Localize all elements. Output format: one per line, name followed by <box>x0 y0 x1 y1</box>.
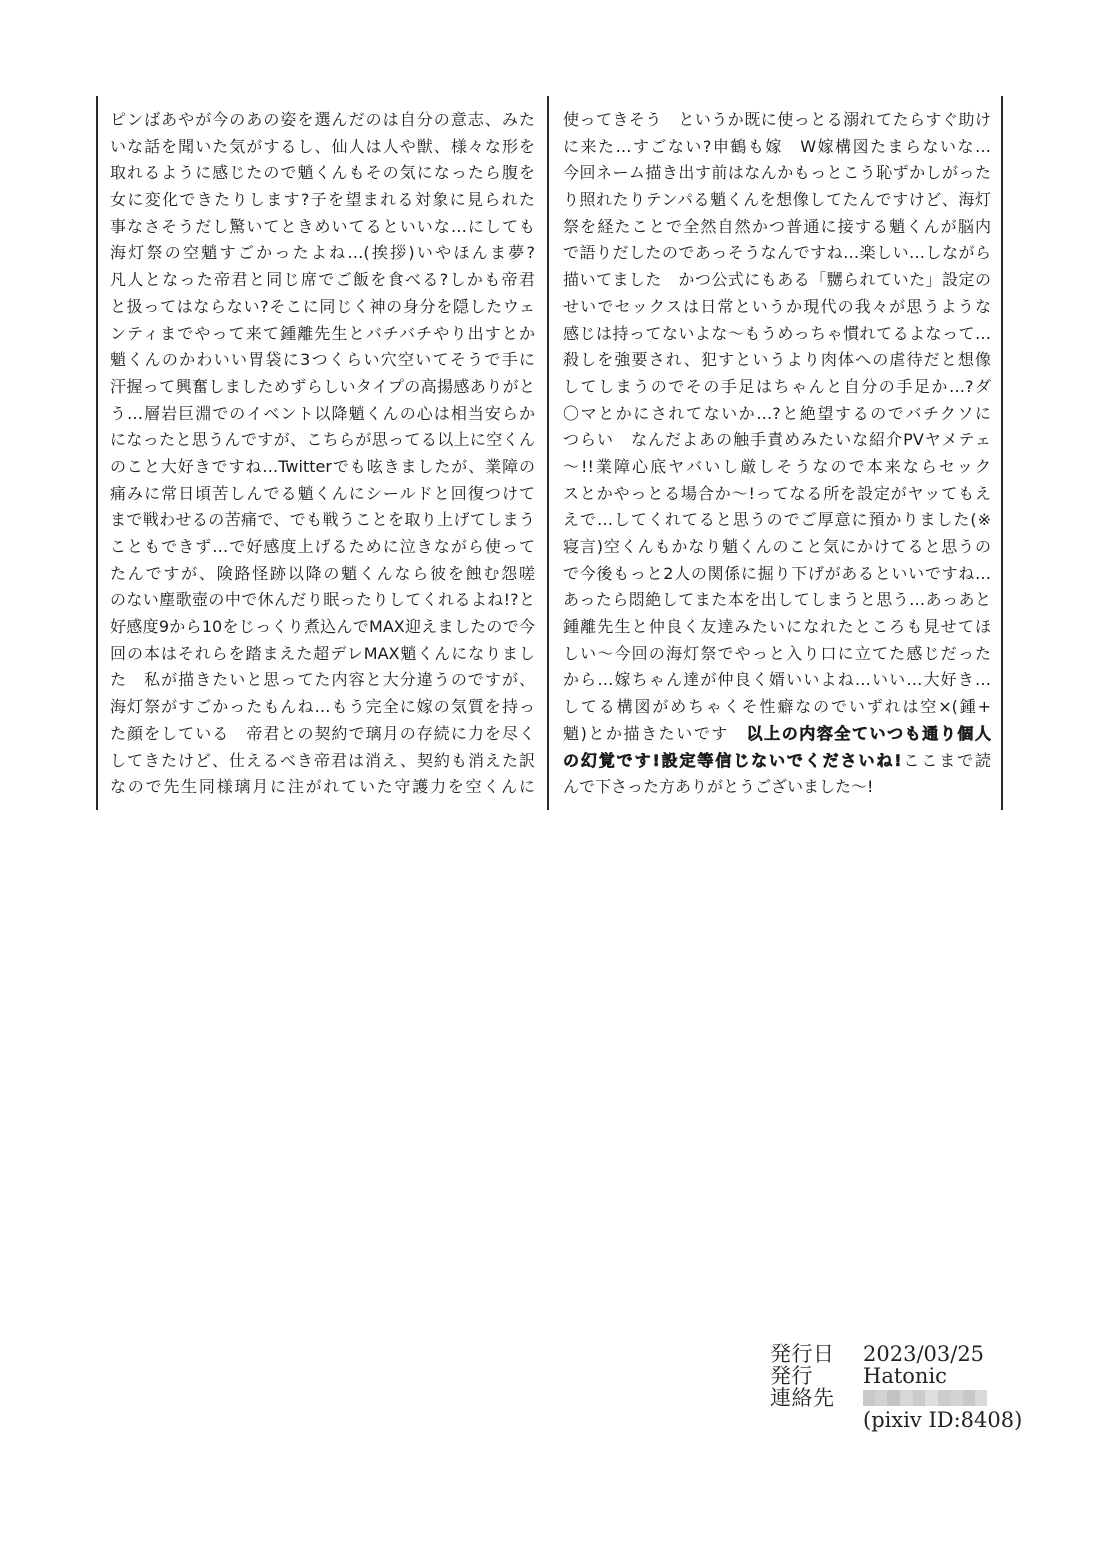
text-segment: してる構図がめちゃくそ性癖なのでいずれは空×(鍾+ <box>563 697 991 717</box>
text-line <box>563 694 991 721</box>
text-line <box>563 294 991 321</box>
text-line <box>563 614 991 641</box>
text-line <box>563 347 991 374</box>
publisher-label: 発行 <box>770 1364 813 1388</box>
text-segment: 鍾離先生と仲良く友達みたいになれたところも見せてほ <box>563 617 991 637</box>
text-segment: で今後もっと2人の関係に掘り下げがあるといいですね… <box>563 563 991 583</box>
text-segment: 祭を経たことで全然自然かつ普通に接する魈くんが脳内 <box>563 216 991 236</box>
column-rule-left <box>96 96 98 810</box>
text-segment: 魈くんのかわいい胃袋に3つくらい穴空いてそうで手に <box>110 350 535 370</box>
text-line <box>110 721 535 748</box>
text-segment: 殺しを強要され、犯すというより肉体への虐待だと想像 <box>563 350 991 370</box>
bold-text-segment: 以上の内容全ていつも通り個人 <box>746 723 991 743</box>
text-line <box>110 107 535 134</box>
text-line <box>563 507 991 534</box>
text-segment: しい〜今回の海灯祭でやっと入り口に立てた感じだった <box>563 643 991 663</box>
text-line <box>563 374 991 401</box>
text-segment: 海灯祭がすごかったもんね…もう完全に嫁の気質を持っ <box>110 697 535 717</box>
text-line <box>563 187 991 214</box>
text-segment: に来た…すごない?申鶴も嫁 W嫁構図たまらないな… <box>563 136 991 156</box>
text-line <box>110 134 535 161</box>
text-segment: で語りだしたのであっそうなんですね…楽しい…しながら <box>563 243 991 263</box>
text-line <box>563 667 991 694</box>
text-line <box>563 107 991 134</box>
text-segment: いな話を聞いた気がするし、仙人は人や獣、様々な形を <box>110 136 535 156</box>
text-line <box>563 748 991 775</box>
text-line <box>110 641 535 668</box>
text-segment: 好感度9から10をじっくり煮込んでMAX迎えましたので今 <box>110 617 535 637</box>
text-segment: のない塵歌壺の中で休んだり眠ったりしてくれるよね!?と <box>110 590 535 610</box>
text-segment: 感じは持ってないよな〜もうめっちゃ慣れてるよなって… <box>563 323 991 343</box>
text-segment: つらい なんだよあの触手責めみたいな紹介PVヤメテェ <box>563 430 991 450</box>
text-line <box>110 267 535 294</box>
text-line <box>110 294 535 321</box>
text-line <box>563 267 991 294</box>
text-line <box>563 401 991 428</box>
text-segment: 痛みに常日頃苦しんでる魈くんにシールドと回復つけて <box>110 483 535 503</box>
text-line <box>110 614 535 641</box>
text-line <box>110 667 535 694</box>
text-segment: のこと大好きですね…Twitterでも呟きましたが、業障の <box>110 456 535 476</box>
text-segment: 〇マとかにされてないか…?と絶望するのでバチクソに <box>563 403 991 423</box>
column-rule-right <box>1001 96 1003 810</box>
text-segment: 描いてました かつ公式にもある「嬲られていた」設定の <box>563 270 991 290</box>
text-segment: なので先生同様璃月に注がれていた守護力を空くんに <box>110 777 535 797</box>
text-segment: ピンばあやが今のあの姿を選んだのは自分の意志、みた <box>110 110 535 129</box>
text-segment: り照れたりテンパる魈くんを想像してたんですけど、海灯 <box>563 190 991 210</box>
text-line <box>110 347 535 374</box>
text-segment: 海灯祭の空魈すごかったよね…(挨拶)いやほんま夢? <box>110 243 535 263</box>
text-line <box>110 561 535 588</box>
text-segment: まで戦わせるの苦痛で、でも戦うことを取り上げてしまう <box>110 510 535 530</box>
text-segment: ここまで読 <box>901 750 991 770</box>
contact-redacted-mosaic <box>863 1390 987 1406</box>
colophon <box>770 1343 1022 1431</box>
text-segment: 回の本はそれらを踏まえた超デレMAX魈くんになりまし <box>110 643 535 663</box>
text-segment: えで…してくれてると思うのでご厚意に預かりました(※ <box>563 510 991 530</box>
text-line <box>563 160 991 187</box>
text-line <box>110 214 535 241</box>
text-line <box>563 454 991 481</box>
text-line <box>110 534 535 561</box>
text-line <box>563 641 991 668</box>
text-line <box>563 134 991 161</box>
text-segment: 今回ネーム描き出す前はなんかもっとこう恥ずかしがった <box>563 163 991 183</box>
contact-value <box>863 1387 987 1410</box>
text-segment: と扱ってはならない?そこに同じく神の身分を隠したウェ <box>110 296 535 316</box>
text-line <box>110 321 535 348</box>
text-segment: 女に変化できたりします?子を望まれる対象に見られた <box>110 190 535 210</box>
text-segment: 取れるように感じたので魈くんもその気になったら腹を <box>110 163 535 183</box>
bold-text-segment: の幻覚です!設定等信じないでくださいね! <box>563 750 902 770</box>
text-line <box>563 321 991 348</box>
column-rule-middle <box>547 96 549 810</box>
colophon-row-contact <box>770 1387 1022 1409</box>
publish-date-label: 発行日 <box>770 1342 835 1366</box>
text-line <box>563 534 991 561</box>
text-line <box>110 774 535 801</box>
text-segment: 事なさそうだし驚いてときめいてるといいな…にしても <box>110 216 535 236</box>
text-line <box>563 587 991 614</box>
text-line <box>110 587 535 614</box>
text-line <box>110 748 535 775</box>
text-segment: んで下さった方ありがとうございました〜! <box>563 777 874 797</box>
text-line <box>110 454 535 481</box>
text-line <box>110 507 535 534</box>
text-line <box>110 401 535 428</box>
text-segment: 寝言)空くんもかなり魈くんのこと気にかけてると思うの <box>563 537 991 556</box>
text-segment: になったと思うんですが、こちらが思ってる以上に空くん <box>110 430 535 450</box>
text-segment: あったら悶絶してまた本を出してしまうと思う…あっあと <box>563 590 991 610</box>
text-segment: ンティまでやって来て鍾離先生とバチバチやり出すとか <box>110 323 535 343</box>
contact-label: 連絡先 <box>770 1386 835 1410</box>
text-line <box>563 214 991 241</box>
text-line <box>110 374 535 401</box>
text-segment: してきたけど、仕えるべき帝君は消え、契約も消えた訳 <box>110 750 535 770</box>
text-line <box>110 427 535 454</box>
text-segment: 汗握って興奮しましためずらしいタイプの高揚感ありがと <box>110 376 535 396</box>
publisher-value: Hatonic <box>863 1364 947 1388</box>
text-segment: してしまうのでその手足はちゃんと自分の手足か…?ダ <box>563 376 991 396</box>
text-segment: から…嫁ちゃん達が仲良く婿いいよね…いい…大好き… <box>563 670 991 690</box>
publish-date-value: 2023/03/25 <box>863 1342 985 1366</box>
pixiv-id-value: (pixiv ID:8408) <box>863 1408 1023 1432</box>
text-line <box>563 774 991 801</box>
text-line <box>110 187 535 214</box>
text-segment: 使ってきそう というか既に使っとる溺れてたらすぐ助け <box>563 110 991 129</box>
text-line <box>110 240 535 267</box>
text-segment: た 私が描きたいと思ってた内容と大分違うのですが、 <box>110 670 535 690</box>
text-segment: た顔をしている 帝君との契約で璃月の存続に力を尽く <box>110 723 535 743</box>
text-segment: う…層岩巨淵でのイベント以降魈くんの心は相当安らか <box>110 403 535 423</box>
text-segment: たんですが、険路怪跡以降の魈くんなら彼を蝕む怨嗟 <box>110 563 535 583</box>
text-segment: 〜!!業障心底ヤバいし厳しそうなので本来ならセック <box>563 456 991 476</box>
text-line <box>563 240 991 267</box>
text-line <box>110 481 535 508</box>
text-line <box>110 694 535 721</box>
text-line <box>563 721 991 748</box>
afterword-text-column-right <box>563 107 991 801</box>
text-segment: 魈)とか描きたいです <box>563 723 747 743</box>
text-segment: 凡人となった帝君と同じ席でご飯を食べる?しかも帝君 <box>110 270 535 290</box>
colophon-row-publisher <box>770 1365 1022 1387</box>
text-line <box>563 561 991 588</box>
text-line <box>110 160 535 187</box>
text-segment: スとかやっとる場合か〜!ってなる所を設定がヤッてもえ <box>563 483 991 503</box>
colophon-row-publish-date <box>770 1343 1022 1365</box>
text-segment: こともできず…で好感度上げるために泣きながら使って <box>110 537 535 556</box>
text-line <box>563 427 991 454</box>
text-line <box>563 481 991 508</box>
colophon-row-pixiv <box>770 1409 1022 1431</box>
afterword-text-column-left <box>110 107 535 801</box>
text-segment: せいでセックスは日常というか現代の我々が思うような <box>563 296 991 316</box>
